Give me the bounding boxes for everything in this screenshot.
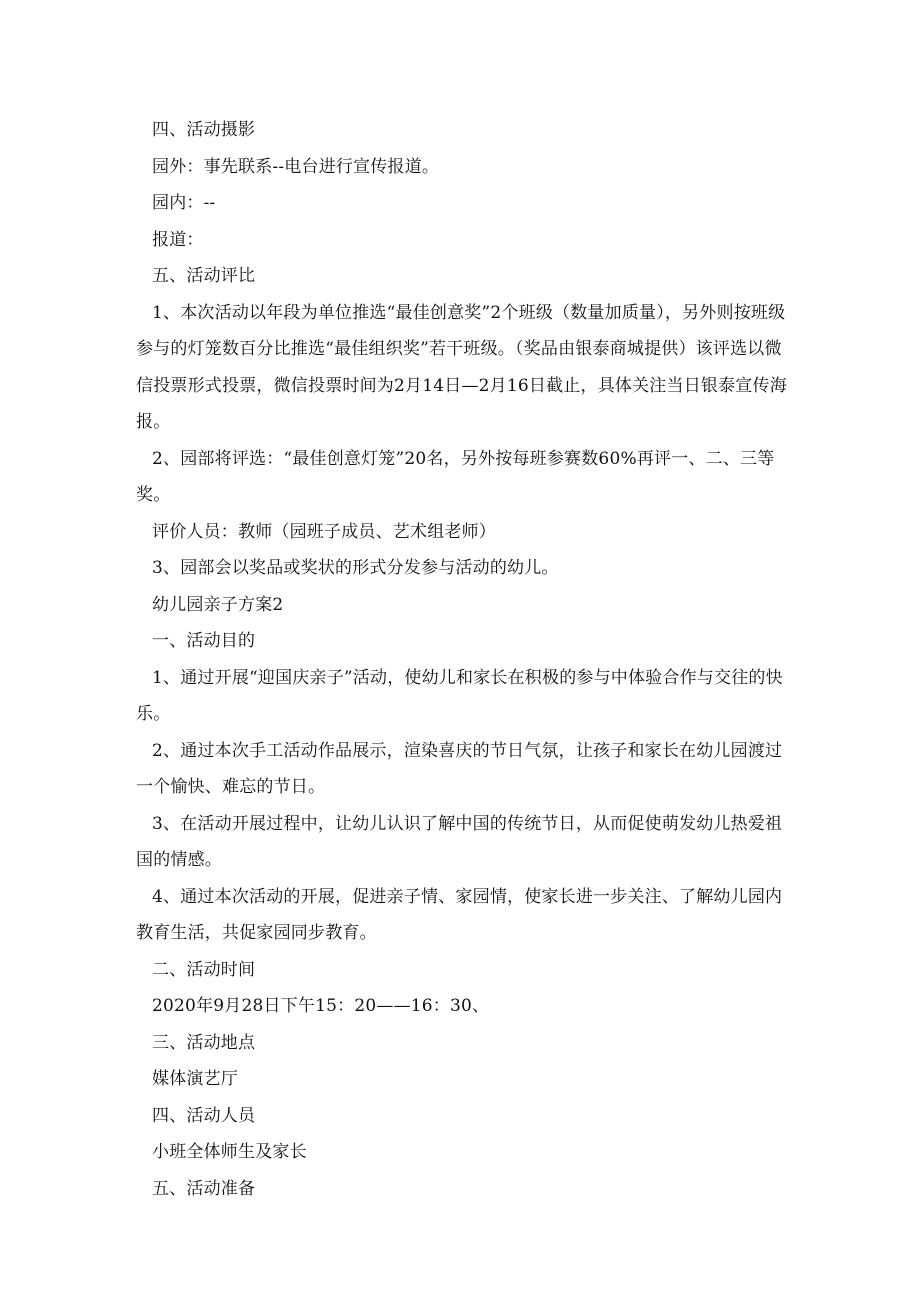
document-page — [136, 112, 796, 1207]
paragraph-evaluation-3: 3、园部会以奖品或奖状的形式分发参与活动的幼儿。 — [152, 558, 559, 578]
paragraph-inside: 园内：-- — [152, 193, 216, 213]
plan-title: 幼儿园亲子方案2 — [152, 594, 284, 615]
heading-participants: 四、活动人员 — [152, 1105, 256, 1126]
paragraph-outside: 园外：事先联系--电台进行宣传报道。 — [152, 156, 440, 177]
paragraph-participants: 小班全体师生及家长 — [152, 1142, 307, 1162]
paragraph-purpose-2: 2、通过本次手工活动作品展示，渲染喜庆的节日气氛，让孩子和家长在幼儿园渡过一个愉快、难忘的节日。 — [136, 740, 783, 797]
paragraph-purpose-3: 3、在活动开展过程中，让幼儿认识了解中国的传统节日，从而促使萌发幼儿热爱祖国的情感。 — [136, 813, 783, 870]
paragraph-time: 2020年9月28日下午15：20——16：30、 — [152, 996, 490, 1016]
paragraph-report: 报道： — [152, 229, 204, 250]
heading-location: 三、活动地点 — [152, 1032, 256, 1053]
heading-preparation: 五、活动准备 — [152, 1178, 256, 1199]
heading-photography: 四、活动摄影 — [152, 120, 256, 140]
heading-time: 二、活动时间 — [152, 959, 256, 980]
paragraph-evaluation-2: 2、园部将评选：“最佳创意灯笼”20名，另外按每班参赛数60%再评一、二、三等奖。 — [136, 448, 775, 505]
paragraph-evaluators: 评价人员：教师（园班子成员、艺术组老师） — [152, 521, 496, 542]
paragraph-purpose-4: 4、通过本次活动的开展，促进亲子情、家园情，使家长进一步关注、了解幼儿园内教育生活，共促家园同步教育。 — [136, 886, 783, 943]
heading-purpose: 一、活动目的 — [152, 631, 256, 651]
paragraph-evaluation-1: 1、本次活动以年段为单位推选“最佳创意奖”2个班级（数量加质量），另外则按班级参与的灯笼数百分比推选“最佳组织奖”若干班级。（奖品由银泰商城提供）该评选以微信投票形式投票，微信投票时间为2月14日—2月16日截止，具体关注当日银泰宣传海报。 — [136, 302, 787, 432]
paragraph-location: 媒体演艺厅 — [152, 1069, 238, 1089]
heading-evaluation: 五、活动评比 — [152, 266, 256, 286]
paragraph-purpose-1: 1、通过开展“迎国庆亲子”活动，使幼儿和家长在积极的参与中体验合作与交往的快乐。 — [136, 667, 783, 724]
